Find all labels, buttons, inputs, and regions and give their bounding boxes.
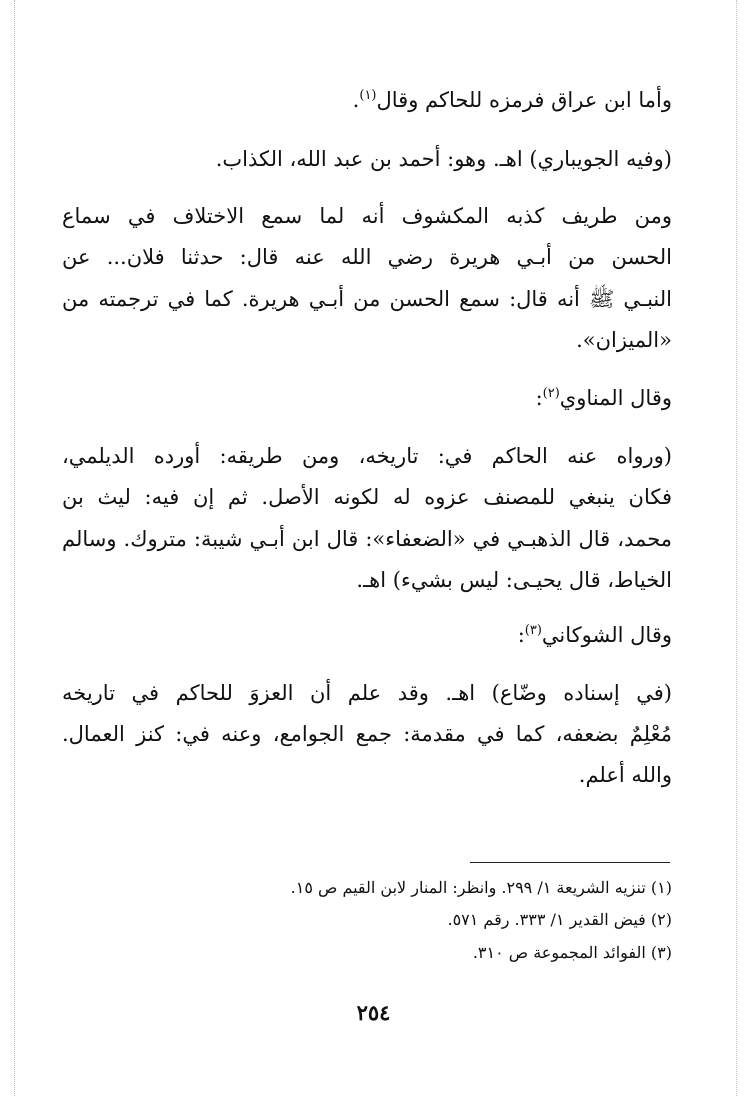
footnote-ref-3: (٣)	[524, 623, 542, 638]
heading-shawkani	[518, 617, 672, 653]
text-line-13: (في إسناده وضّاع) اهـ. وقد علم أن العزوَ للحاكم في تاريخه	[62, 681, 672, 705]
heading-munawi	[536, 380, 672, 416]
footnote-ref-2: (٢)	[542, 386, 560, 401]
line-end: :	[535, 386, 543, 410]
scan-edge-left	[14, 0, 15, 1096]
page-number: ٢٥٤	[356, 1000, 391, 1025]
line-end: .	[352, 88, 360, 112]
paragraph-juwaybari: (وفيه الجويباري) اهـ. وهو: أحمد بن عبد الله، الكذاب.	[215, 147, 672, 171]
footnote-separator	[470, 862, 670, 863]
line-end: :	[517, 623, 525, 647]
text-line-10: محمد، قال الذهبـي في «الضعفاء»: قال ابن أبـي شيبة: متروك. وسالم	[62, 527, 672, 551]
text-line-9: فكان ينبغي للمصنف عزوه له لكونه الأصل. ثم إن فيه: ليث بن	[62, 485, 672, 509]
text-line-3: ومن طريف كذبه المكشوف أنه لما سمع الاختلاف في سماع	[62, 204, 672, 228]
text-line-15: والله أعلم.	[578, 763, 672, 787]
footnote-1: (١) تنزيه الشريعة ١/ ٢٩٩. وانظر: المنار لابن القيم ص ١٥.	[290, 878, 672, 897]
text-line-5: النبـي ﷺ أنه قال: سمع الحسن من أبـي هريرة. كما في ترجمته من	[62, 287, 672, 311]
footnote-ref-1: (١)	[359, 88, 377, 103]
text-line-11: الخياط، قال يحيـى: ليس بشيء) اهـ.	[356, 568, 672, 592]
text-line-4: الحسن من أبـي هريرة رضي الله عنه قال: حدثنا فلان... عن	[62, 245, 672, 269]
paragraph-ibn-iraq	[353, 82, 672, 118]
line-text: وأما ابن عراق فرمزه للحاكم وقال	[376, 88, 672, 112]
text-line-8: (ورواه عنه الحاكم في: تاريخه، ومن طريقه: أورده الديلمي،	[62, 444, 672, 468]
footnote-2: (٢) فيض القدير ١/ ٣٣٣. رقم ٥٧١.	[447, 910, 672, 929]
footnote-3: (٣) الفوائد المجموعة ص ٣١٠.	[472, 943, 672, 962]
scan-edge-right	[736, 0, 737, 1096]
line-text: وقال المناوي	[559, 386, 672, 410]
line-text: وقال الشوكاني	[541, 623, 672, 647]
text-line-6: «الميزان».	[576, 328, 672, 352]
text-line-14: مُعْلِمٌ بضعفه، كما في مقدمة: جمع الجوامع، وعنه في: كنز العمال.	[62, 722, 672, 746]
